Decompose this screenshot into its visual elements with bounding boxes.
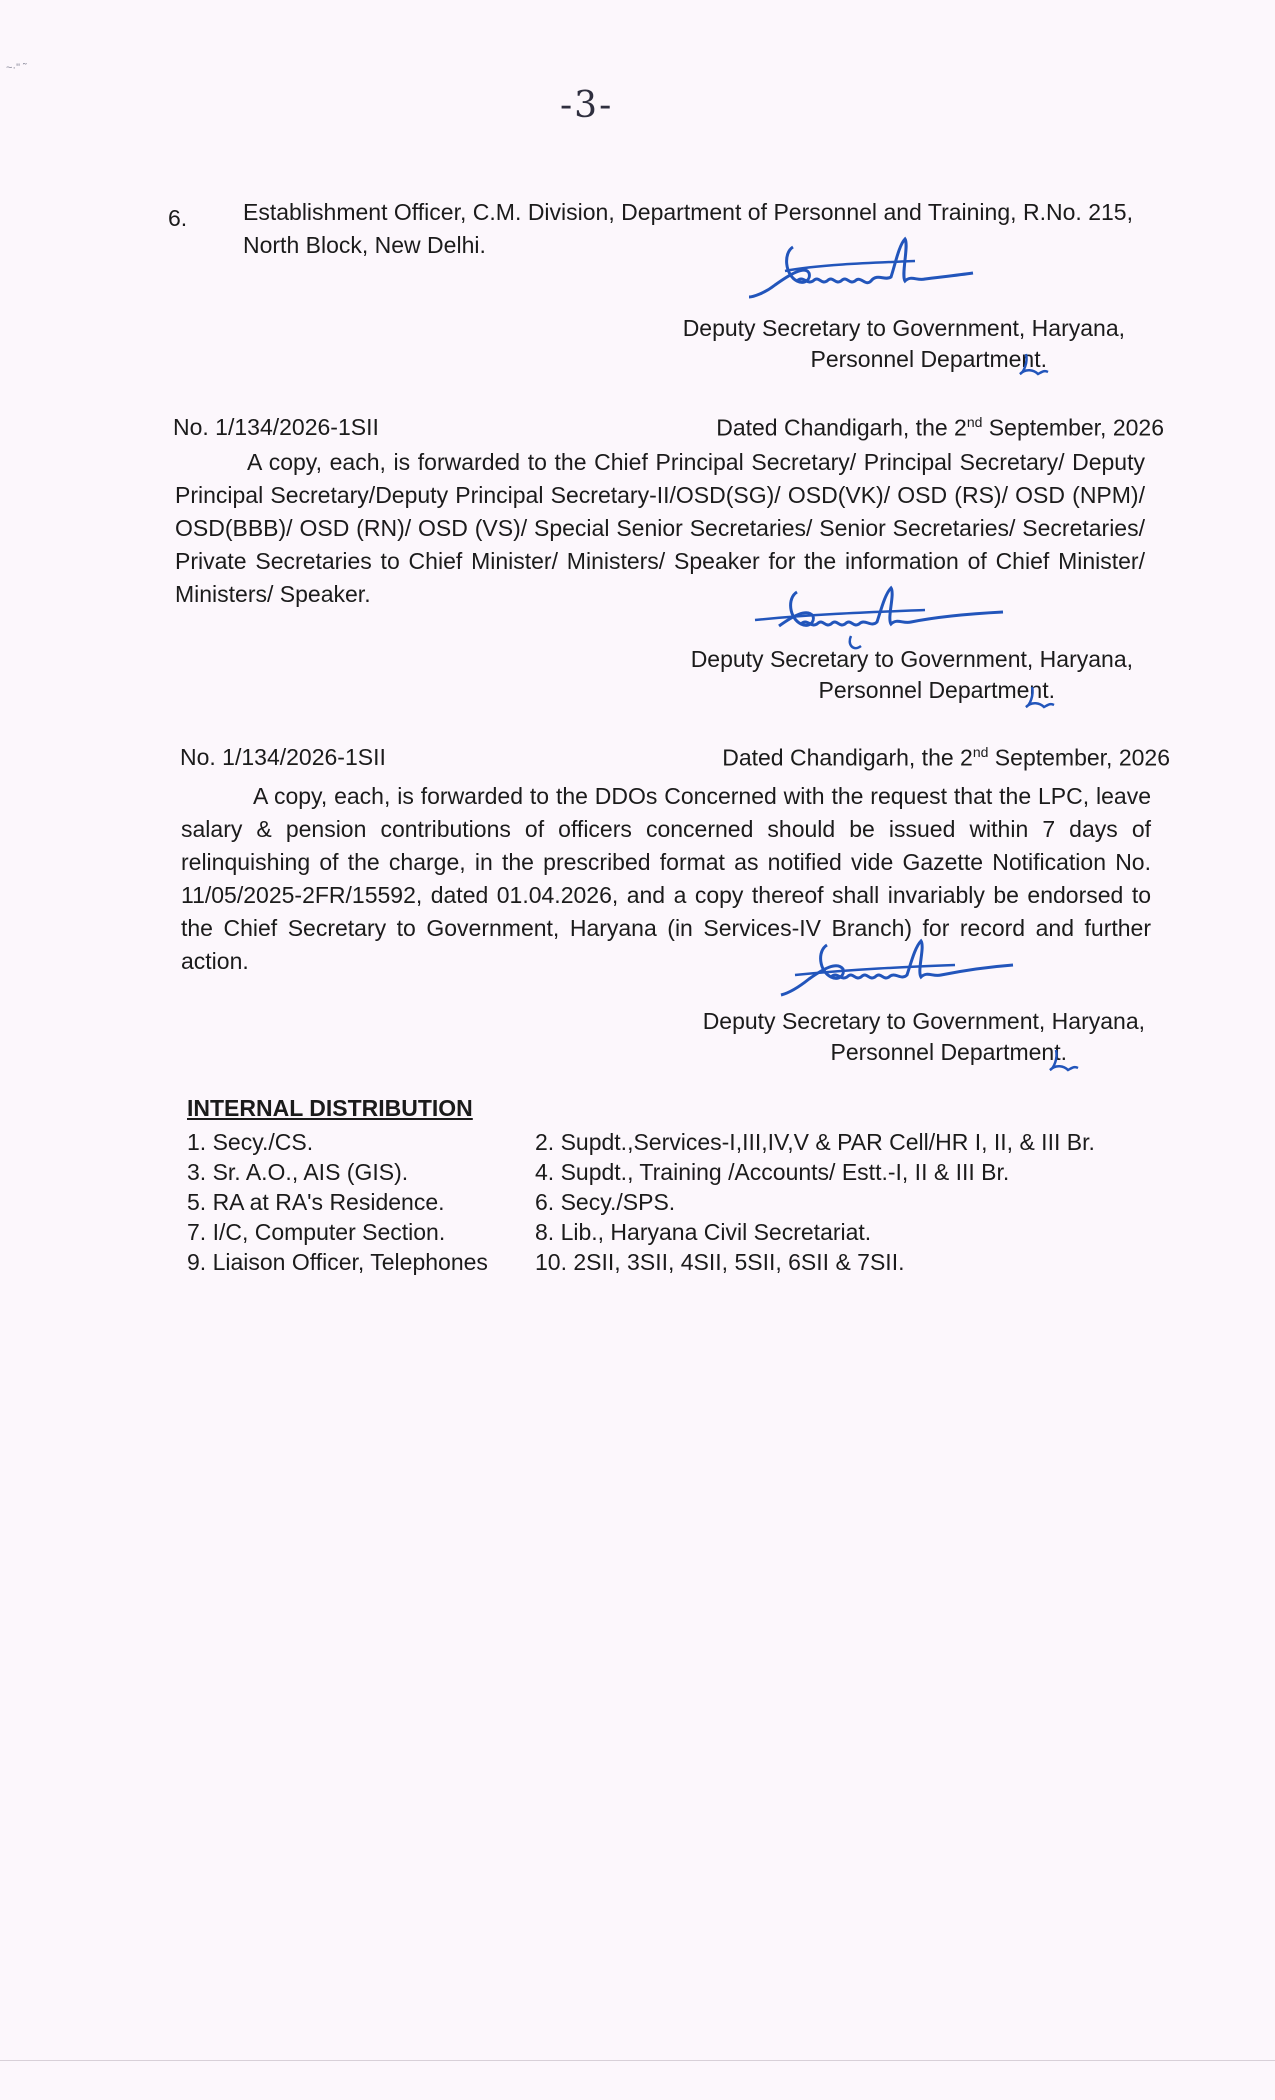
distribution-entry: 1. Secy./CS.	[187, 1129, 314, 1155]
dated-line	[716, 414, 1164, 442]
distribution-entry: 3. Sr. A.O., AIS (GIS).	[187, 1159, 409, 1185]
list-item-number: 6.	[168, 205, 188, 231]
date-ordinal: nd	[972, 744, 989, 760]
reference-number: No. 1/134/2026-1SII	[173, 414, 379, 440]
distribution-entry: 10. 2SII, 3SII, 4SII, 5SII, 6SII & 7SII.	[535, 1249, 905, 1275]
date-suffix: September, 2026	[982, 414, 1164, 441]
handwritten-initial-icon	[1046, 1046, 1080, 1078]
date-prefix: Dated Chandigarh, the 2	[716, 414, 967, 441]
date-prefix: Dated Chandigarh, the 2	[722, 744, 973, 771]
signatory-department: Personnel Department.	[830, 1039, 1067, 1065]
list-item	[187, 1217, 1197, 1247]
internal-distribution-list	[187, 1127, 1197, 1277]
distribution-entry: 2. Supdt.,Services-I,III,IV,V & PAR Cell/HR I, II, & III Br.	[535, 1129, 1095, 1155]
list-item	[187, 1187, 1197, 1217]
signatory-designation: Deputy Secretary to Government, Haryana,	[682, 315, 1125, 341]
list-item	[187, 1127, 1197, 1157]
distribution-entry: 7. I/C, Computer Section.	[187, 1219, 446, 1245]
date-suffix: September, 2026	[988, 744, 1170, 771]
scan-corner-mark: ~·" ˜	[6, 62, 27, 74]
distribution-entry: 4. Supdt., Training /Accounts/ Estt.-I, II & III Br.	[535, 1159, 1010, 1185]
distribution-entry: 8. Lib., Haryana Civil Secretariat.	[535, 1219, 872, 1245]
internal-distribution-heading: INTERNAL DISTRIBUTION	[187, 1095, 473, 1121]
signatory-department: Personnel Department.	[818, 677, 1055, 703]
endorsement-reference-row	[173, 414, 1163, 442]
dated-line	[722, 744, 1170, 772]
distribution-entry: 6. Secy./SPS.	[535, 1189, 676, 1215]
endorsement-paragraph: A copy, each, is forwarded to the Chief Principal Secretary/ Principal Secretary/ Deputy Principal Secretary/Deputy Principal Secretary-II/OSD(SG)/ OSD(VK)/ OSD (RS)/ OSD (NPM)/ OSD(BBB)/ OSD (RN)/ OSD (VS)/ Special Senior Secretaries/ Senior Secretaries/ Secretaries/ Private Secretaries to Chief Minister/ Ministers/ Speaker for the information of Chief Minister/ Ministers/ Speaker.	[175, 449, 1145, 607]
list-item	[187, 1157, 1197, 1187]
handwritten-initial-icon	[1016, 350, 1050, 382]
signatory-designation: Deputy Secretary to Government, Haryana,	[690, 646, 1133, 672]
signatory-department: Personnel Department.	[810, 346, 1047, 372]
list-item	[187, 1247, 1197, 1277]
page-edge-divider	[0, 2060, 1275, 2061]
date-ordinal: nd	[966, 414, 983, 430]
page-number: -3-	[560, 85, 614, 126]
reference-number: No. 1/134/2026-1SII	[180, 744, 386, 770]
list-item-text: Establishment Officer, C.M. Division, Department of Personnel and Training, R.No. 215, North Block, New Delhi.	[243, 199, 1133, 258]
distribution-entry: 9. Liaison Officer, Telephones	[187, 1249, 488, 1275]
distribution-entry: 5. RA at RA's Residence.	[187, 1189, 445, 1215]
handwritten-initial-icon	[1022, 683, 1056, 715]
signatory-designation: Deputy Secretary to Government, Haryana,	[702, 1008, 1145, 1034]
handwritten-signature-icon	[775, 935, 1015, 1015]
endorsement-reference-row	[180, 744, 1170, 772]
endorsement-paragraph: A copy, each, is forwarded to the DDOs Concerned with the request that the LPC, leave salary & pension contributions of officers concerned should be issued within 7 days of relinquishing of the charge, in the prescribed format as notified vide Gazette Notification No. 11/05/2025-2FR/15592, dated 01.04.2026, and a copy thereof shall invariably be endorsed to the Chief Secretary to Government, Haryana (in Services-IV Branch) for record and further action.	[181, 783, 1151, 974]
